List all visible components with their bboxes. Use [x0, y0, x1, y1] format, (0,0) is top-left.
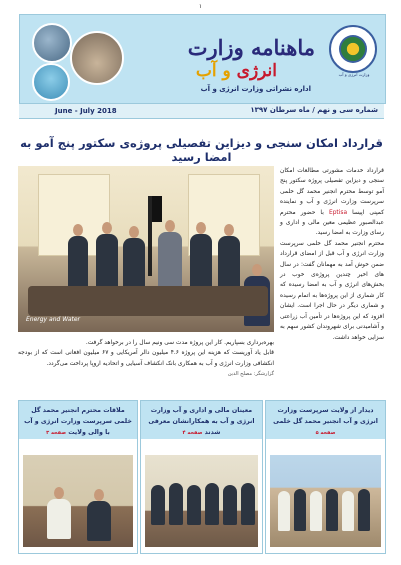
main-headline: قرارداد امکان سنجی و دیزاین تفصیلی پروژه‌ی سکتور پنج آمو به امضا رسید: [20, 136, 383, 164]
masthead-title-energy: انرژی: [236, 61, 277, 81]
teaser-title-3-text: دیدار از ولایت سرپرست وزارت انرژی و آب انجنیر محمد گل خلمی: [273, 407, 378, 425]
signing-ceremony-photo: [18, 166, 274, 332]
photo-watermark: Energy and Water: [26, 316, 81, 323]
teaser-title-2: [141, 401, 262, 439]
teaser-box-governor-meeting[interactable]: [18, 400, 138, 554]
article-paragraph-5: قابل یاد آوریست که هزینه این پروژه ۴.۶ میلیون دالر آمریکایی و ۶۷ میلیون افغانی است که از بودجه انکشافی وزارت انرژی و آب به همکاری بانک انکشاف آسیایی و اتحادیه اروپا پرداخت می‌گردد.: [18, 350, 274, 367]
ministry-logo: [329, 25, 377, 73]
teaser-more-3[interactable]: صفحه ۵: [315, 430, 336, 436]
article-column-left: [18, 338, 274, 398]
article-paragraph-2: با حضور محترم عبدالصبور عظیمی معین مالی و اداری و رسای وزارت به امضا رسید.: [280, 209, 384, 237]
article-paragraph-1: قرارداد خدمات مشورتی مطالعات امکان سنجی و دیزاین تفصیلی پروژه سکتور پنج آمو توسط محترم انجنیر محمد گل خلمی سرپرست وزارت انرژی و آب و نماینده کمپنی اپیسا: [280, 168, 385, 216]
dam-photo: [70, 31, 124, 85]
page-number: ۱: [198, 3, 203, 10]
teaser-title-1-text: ملاقات محترم انجنیر محمد گل خلمی سرپرست وزارت انرژی و آب با والی ولایت: [24, 407, 132, 436]
teaser-photo-2: [145, 455, 258, 547]
issue-strip: [19, 104, 384, 119]
teaser-title-2-text: معینان مالی و اداری و آب وزارت انرژی و آب به همکارانشان معرفی شدند: [148, 407, 255, 436]
issue-date: June - July 2018: [55, 107, 117, 115]
teaser-more-1[interactable]: صفحه ۳: [46, 430, 67, 436]
teaser-photo-3: [270, 455, 381, 547]
teaser-title-1: [19, 401, 137, 439]
article-hidden-notes: [18, 398, 19, 399]
masthead-subtitle: اداره نشراتی وزارت انرژی و آب: [200, 85, 311, 93]
article-author: گزارشگر: مصلح الدین: [227, 371, 274, 378]
masthead-title-line2: [196, 61, 277, 81]
teaser-title-3: [266, 401, 385, 439]
river-photo: [32, 63, 70, 101]
masthead: [19, 14, 386, 104]
article-paragraph-3: محترم انجنیر محمد گل خلمی سرپرست وزارت انرژی و آب قبل از امضای قرارداد ضمن خوش آمد به مهمانان گفت: در سال های اخیر چندین پروژه‌ی خوب در بخش‌های انرژی و آب به امضا رسیده که کار شماری از این پروژه‌ها به اتمام رسیده و شماری دیگر در حال اجرا است. ایشان افزود که این پروژه‌ها در تأمین آب زراعتی و آشامیدنی برای شهروندان کشور سهم به سزایی خواهد داشت.: [280, 240, 384, 341]
logo-caption: وزارت انرژی و آب: [338, 72, 370, 77]
power-tower-photo: [32, 23, 72, 63]
masthead-photos: [24, 21, 144, 97]
eptisa-highlight: Eptisa: [328, 209, 348, 216]
teaser-box-province-visit[interactable]: [265, 400, 386, 554]
issue-number: شماره سی و نهم / ماه سرطان ۱۳۹۷: [250, 106, 378, 114]
masthead-title-water: و آب: [195, 61, 231, 81]
teaser-box-deputies-introduced[interactable]: [140, 400, 263, 554]
article-column-right: [280, 166, 384, 434]
article-paragraph-6: بهره‌برداری بسپاریم. کار این پروژه مدت سی ونیم سال را در برخواهد گرفت.: [85, 340, 274, 346]
teaser-more-2[interactable]: صفحه ۴: [182, 430, 203, 436]
masthead-title: ماهنامه وزارت: [187, 35, 315, 60]
teaser-photo-1: [23, 455, 133, 547]
